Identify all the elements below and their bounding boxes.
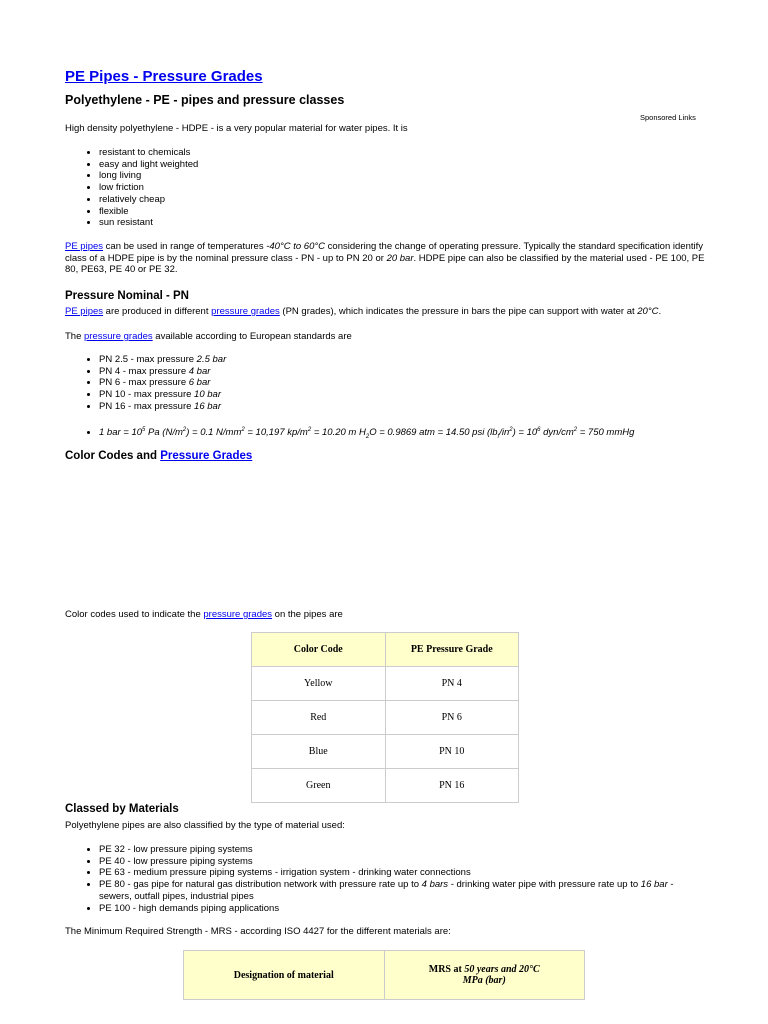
column-header: Color Code	[252, 633, 386, 667]
list-item: • relatively cheap	[99, 194, 699, 206]
list-item: • PN 4 - max pressure 4 bar	[99, 366, 699, 378]
pn-heading: Pressure Nominal - PN	[65, 290, 189, 302]
list-item: • PE 63 - medium pressure piping systems - irrigation system - drinking water connections	[99, 867, 699, 879]
pn-list	[65, 354, 699, 413]
list-item: • PN 16 - max pressure 16 bar	[99, 401, 699, 413]
list-item: • PN 2.5 - max pressure 2.5 bar	[99, 354, 699, 366]
list-item: • PN 6 - max pressure 6 bar	[99, 377, 699, 389]
conversion-formula: • 1 bar = $10^5$ Pa $(N/m^2) = 0.1$ $N/mm^2 = 10,197$ $kp/m^2 = 10.20$ m $H_2O = 0.9869$ atm = 14.50 psi $(lb_f/in^2) = 10^6$ dyn/$cm^2 = 750$ mmHg	[99, 425, 699, 444]
table-row: Red PN 6	[252, 701, 519, 735]
list-item: • PE 32 - low pressure piping systems	[99, 844, 699, 856]
column-header: MRS at 50 years and 20°C MPa (bar)	[384, 951, 585, 1000]
materials-intro: Polyethylene pipes are also classified by the type of material used:	[65, 820, 345, 831]
list-item: • PE 100 - high demands piping applications	[99, 903, 699, 915]
temperature-paragraph: PE pipes can be used in range of temperatures -40°C to 60°C considering the change of operating pressure. Typically the standard specification identify class of a HDPE pipe is by the nominal pressure class - PN - up to PN 20 or 20 bar. HDPE pipe can also be classified by the material used - PE 100, PE 80, PE63, PE 40 or PE 32.	[65, 241, 705, 276]
pressure-grades-link[interactable]: pressure grades	[84, 331, 153, 342]
table-row: Yellow PN 4	[252, 667, 519, 701]
column-header: PE Pressure Grade	[385, 633, 519, 667]
page-title-link[interactable]: PE Pipes - Pressure Grades	[65, 68, 263, 85]
list-item: • low friction	[99, 182, 699, 194]
temperature-range: -40°C to 60°C	[266, 241, 326, 252]
color-codes-paragraph: Color codes used to indicate the pressure grades on the pipes are	[65, 609, 343, 620]
list-item: • PE 40 - low pressure piping systems	[99, 856, 699, 868]
pressure-grades-link[interactable]: Pressure Grades	[160, 450, 253, 462]
conversion-list	[65, 425, 699, 444]
pn-paragraph: PE pipes are produced in different pressure grades (PN grades), which indicates the pressure in bars the pipe can support with water at 20°C.	[65, 306, 662, 317]
color-codes-heading: Color Codes and Pressure Grades	[65, 450, 253, 462]
materials-list	[65, 844, 699, 914]
pressure-grades-link[interactable]: pressure grades	[203, 609, 273, 620]
list-item: • PN 10 - max pressure 10 bar	[99, 389, 699, 401]
materials-heading: Classed by Materials	[65, 803, 179, 815]
table-row: Green PN 16	[252, 769, 519, 803]
intro-paragraph: High density polyethylene - HDPE - is a very popular material for water pipes. It is	[65, 123, 408, 134]
table-header-row	[184, 951, 585, 1000]
list-item: • flexible	[99, 206, 699, 218]
european-standards-paragraph: The pressure grades available according to European standards are	[65, 331, 352, 342]
color-code-table	[251, 632, 519, 803]
pe-pipes-link[interactable]: PE pipes	[65, 241, 104, 252]
sponsored-links-label: Sponsored Links	[640, 113, 696, 122]
list-item: • sun resistant	[99, 217, 699, 229]
list-item: • easy and light weighted	[99, 159, 699, 171]
mrs-table	[183, 950, 585, 1000]
pressure-grades-link[interactable]: pressure grades	[211, 306, 280, 317]
list-item: • long living	[99, 170, 699, 182]
properties-list	[65, 147, 699, 229]
pe-pipes-link[interactable]: PE pipes	[65, 306, 104, 317]
page-subtitle: Polyethylene - PE - pipes and pressure classes	[65, 93, 345, 107]
column-header: Designation of material	[184, 951, 385, 1000]
mrs-paragraph: The Minimum Required Strength - MRS - according ISO 4427 for the different materials are:	[65, 926, 451, 937]
table-header-row	[252, 633, 519, 667]
list-item: • PE 80 - gas pipe for natural gas distribution network with pressure rate up to 4 bars - drinking water pipe with pressure rate up to 16 bar - sewers, outfall pipes, industrial pipes	[99, 879, 699, 902]
list-item: • resistant to chemicals	[99, 147, 699, 159]
table-row: Blue PN 10	[252, 735, 519, 769]
